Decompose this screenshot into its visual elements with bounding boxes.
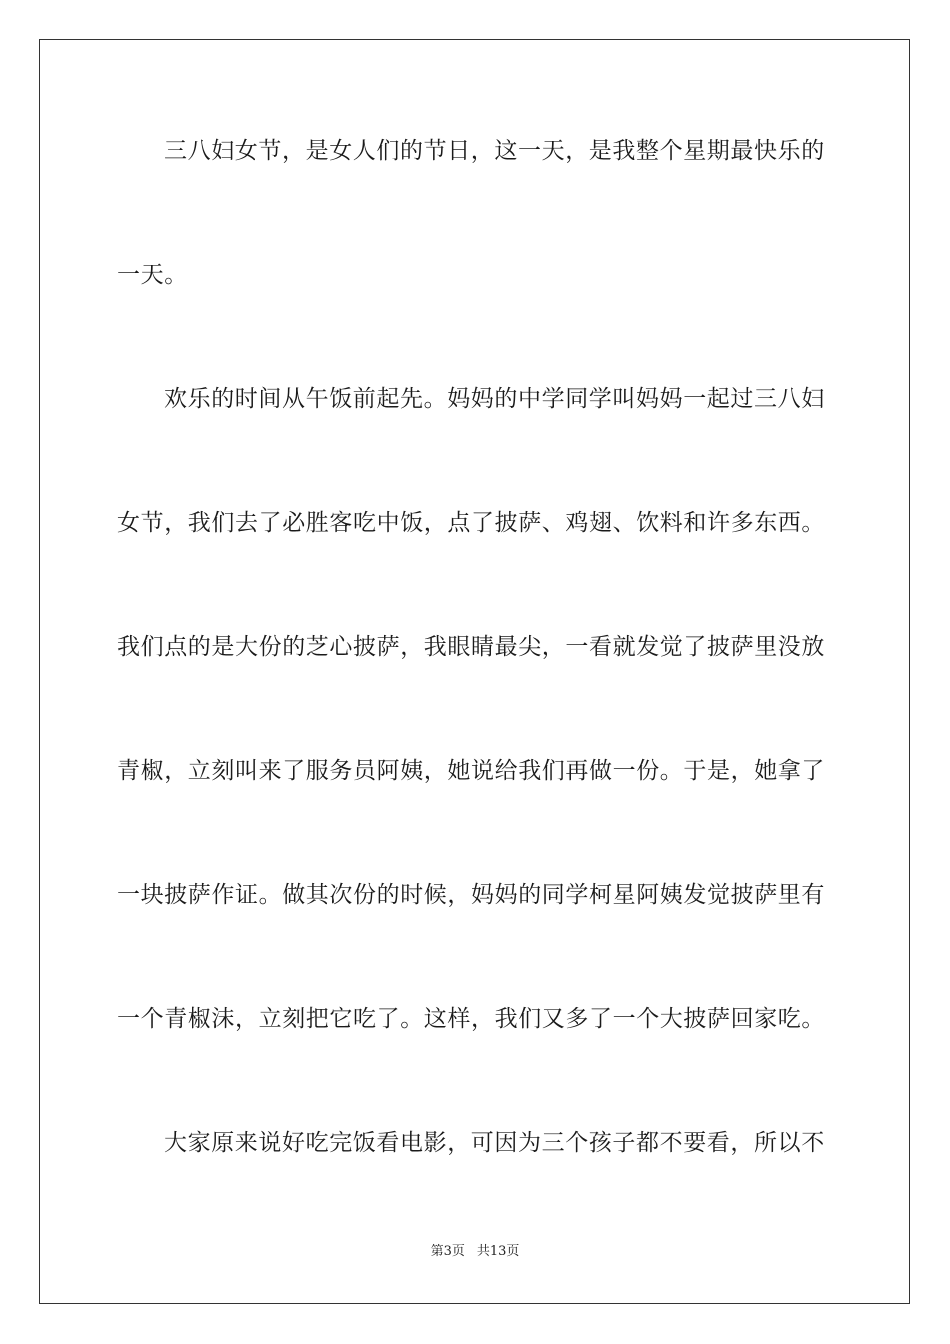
text-line: 一个青椒沫，立刻把它吃了。这样，我们又多了一个大披萨回家吃。	[117, 1006, 825, 1032]
text-line: 一天。	[117, 262, 188, 288]
text-line: 三八妇女节，是女人们的节日，这一天，是我整个星期最快乐的	[164, 138, 825, 164]
page-border	[39, 39, 910, 1304]
text-line: 一块披萨作证。做其次份的时候，妈妈的同学柯星阿姨发觉披萨里有	[117, 882, 825, 908]
text-line: 我们点的是大份的芝心披萨，我眼睛最尖，一看就发觉了披萨里没放	[117, 634, 825, 660]
text-line: 青椒，立刻叫来了服务员阿姨，她说给我们再做一份。于是，她拿了	[117, 758, 825, 784]
page-footer	[0, 1243, 950, 1261]
page-total: 共13页	[476, 1244, 520, 1259]
page-number: 第3页	[430, 1244, 465, 1259]
text-line: 女节，我们去了必胜客吃中饭，点了披萨、鸡翅、饮料和许多东西。	[117, 510, 825, 536]
text-line: 大家原来说好吃完饭看电影，可因为三个孩子都不要看，所以不	[164, 1130, 825, 1156]
text-line: 欢乐的时间从午饭前起先。妈妈的中学同学叫妈妈一起过三八妇	[164, 386, 825, 412]
